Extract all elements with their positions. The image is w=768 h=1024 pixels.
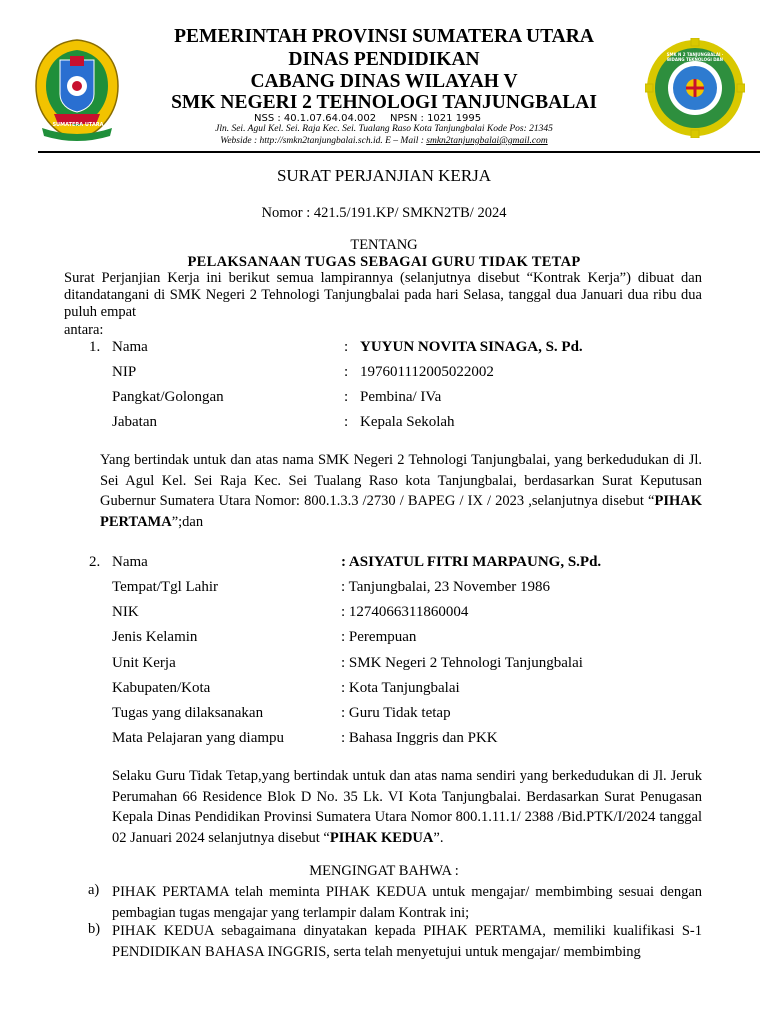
header-email-link[interactable]: smkn2tanjungbalai@gmail.com	[426, 136, 548, 146]
party2-label: Mata Pelajaran yang diampu	[112, 730, 285, 746]
point-text: PIHAK PERTAMA telah meminta PIHAK KEDUA untuk mengajar/ membimbing sesuai dengan pembagian tugas mengajar yang terlampir dalam Kontrak ini;	[112, 884, 702, 921]
party2-label: Jenis Kelamin	[112, 629, 198, 645]
party2-value: : SMK Negeri 2 Tehnologi Tanjungbalai	[341, 655, 583, 671]
party1-paragraph	[100, 450, 702, 532]
header-line-4: SMK NEGERI 2 TEHNOLOGI TANJUNGBALAI	[171, 92, 597, 113]
party2-value: : Bahasa Inggris dan PKK	[341, 730, 498, 746]
party1-sep: :	[344, 339, 349, 355]
party2-value: : Kota Tanjungbalai	[341, 680, 460, 696]
party1-value: YUYUN NOVITA SINAGA, S. Pd.	[360, 339, 583, 355]
party1-value: Pembina/ IVa	[360, 389, 442, 405]
point-letter: a)	[88, 882, 100, 898]
header-line-2: DINAS PENDIDIKAN	[288, 49, 480, 70]
party1-sep: :	[344, 414, 349, 430]
party1-paragraph-text: Yang bertindak untuk dan atas nama SMK Negeri 2 Tehnologi Tanjungbalai, yang berkedudukan di Jl. Sei Agul Kel. Sei Raja Kec. Sei Tualang Raso kota Tanjungbalai, berdasarkan Surat Keputusan Gubernur Sumatera Utara Nomor: 800.1.3.3 /2730 / BAPEG / IX / 2023 ,selanjutnya disebut “	[100, 452, 702, 509]
party2-value: : ASIYATUL FITRI MARPAUNG, S.Pd.	[341, 554, 602, 570]
header-nss: NSS : 40.1.07.64.04.002	[254, 113, 377, 124]
party2-paragraph	[112, 766, 702, 848]
party2-value: : Tanjungbalai, 23 November 1986	[341, 579, 551, 595]
point-text: PIHAK KEDUA sebagaimana dinyatakan kepada PIHAK PERTAMA, memiliki kualifikasi S-1 PENDIDIKAN BAHASA INGGRIS, serta telah menyetujui untuk mengajar/ membimbing	[112, 923, 702, 960]
antara-label: antara:	[64, 322, 104, 338]
party2-label: Tugas yang dilaksanakan	[112, 705, 264, 721]
party2-value: : 1274066311860004	[341, 604, 469, 620]
party2-paragraph-end: ”.	[433, 829, 444, 846]
party2-value: : Guru Tidak tetap	[341, 705, 451, 721]
party1-label: Jabatan	[112, 414, 157, 430]
mengingat-heading: MENGINGAT BAHWA :	[309, 863, 459, 879]
party1-designation: PIHAK PERTAMA	[100, 493, 702, 530]
party2-paragraph-text: Selaku Guru Tidak Tetap,yang bertindak untuk dan atas nama sendiri yang berkedudukan di Jl. Jeruk Perumahan 66 Residence Blok D No. 35 Lk. VI Kota Tanjungbalai. Berdasarkan Surat Penugasan Kepala Dinas Pendidikan Provinsi Sumatera Utara Nomor 800.1.11.1/ 2388 /Bid.PTK/I/2024 tanggal 02 Januari 2024 selanjutnya disebut “	[112, 768, 702, 846]
party2-label: Kabupaten/Kota	[112, 680, 211, 696]
party1-label: Nama	[112, 339, 148, 355]
header-website: Webside : http://smkn2tanjungbalai.sch.id. E – Mail :	[220, 136, 427, 146]
header-npsn: NPSN : 1021 1995	[390, 113, 482, 124]
document-subject: PELAKSANAAN TUGAS SEBAGAI GURU TIDAK TETAP	[187, 254, 581, 270]
point-letter: b)	[88, 921, 101, 937]
document-number: Nomor : 421.5/191.KP/ SMKN2TB/ 2024	[261, 205, 507, 221]
party1-paragraph-end: ”;dan	[171, 513, 204, 530]
intro-paragraph: Surat Perjanjian Kerja ini berikut semua lampirannya (selanjutnya disebut “Kontrak Kerja”) dibuat dan ditandatangani di SMK Negeri 2 Tehnologi Tanjungbalai pada hari Selasa, tanggal dua Januari dua ribu dua puluh empat	[64, 270, 702, 320]
party1-sep: :	[344, 389, 349, 405]
header-line-3: CABANG DINAS WILAYAH V	[250, 71, 518, 92]
party1-value: 197601112005022002	[360, 364, 494, 380]
school-logo-text: SMK N 2 TANJUNGBALAI · BIDANG TEKNOLOGI DAN INDUSTRI	[666, 52, 724, 67]
party2-label: Nama	[112, 554, 148, 570]
party1-value: Kepala Sekolah	[360, 414, 455, 430]
header-address: Jln. Sei. Agul Kel. Sei. Raja Kec. Sei. Tualang Raso Kota Tanjungbalai Kode Pos: 21345	[215, 124, 553, 134]
document-title: SURAT PERJANJIAN KERJA	[276, 166, 492, 185]
party2-label: Unit Kerja	[112, 655, 176, 671]
party2-value: : Perempuan	[341, 629, 417, 645]
party1-label: NIP	[112, 364, 137, 380]
party2-number: 2.	[89, 554, 101, 570]
header-line-1: PEMERINTAH PROVINSI SUMATERA UTARA	[174, 26, 594, 47]
party2-label: Tempat/Tgl Lahir	[112, 579, 218, 595]
party1-sep: :	[344, 364, 349, 380]
province-emblem-text: SUMATERA UTARA	[52, 122, 104, 128]
party2-label: NIK	[112, 604, 139, 620]
header-contact	[0, 136, 768, 146]
tentang-label: TENTANG	[350, 237, 418, 253]
header-divider	[38, 151, 760, 153]
party1-label: Pangkat/Golongan	[112, 389, 224, 405]
party1-number: 1.	[89, 339, 101, 355]
party2-designation: PIHAK KEDUA	[329, 829, 434, 846]
